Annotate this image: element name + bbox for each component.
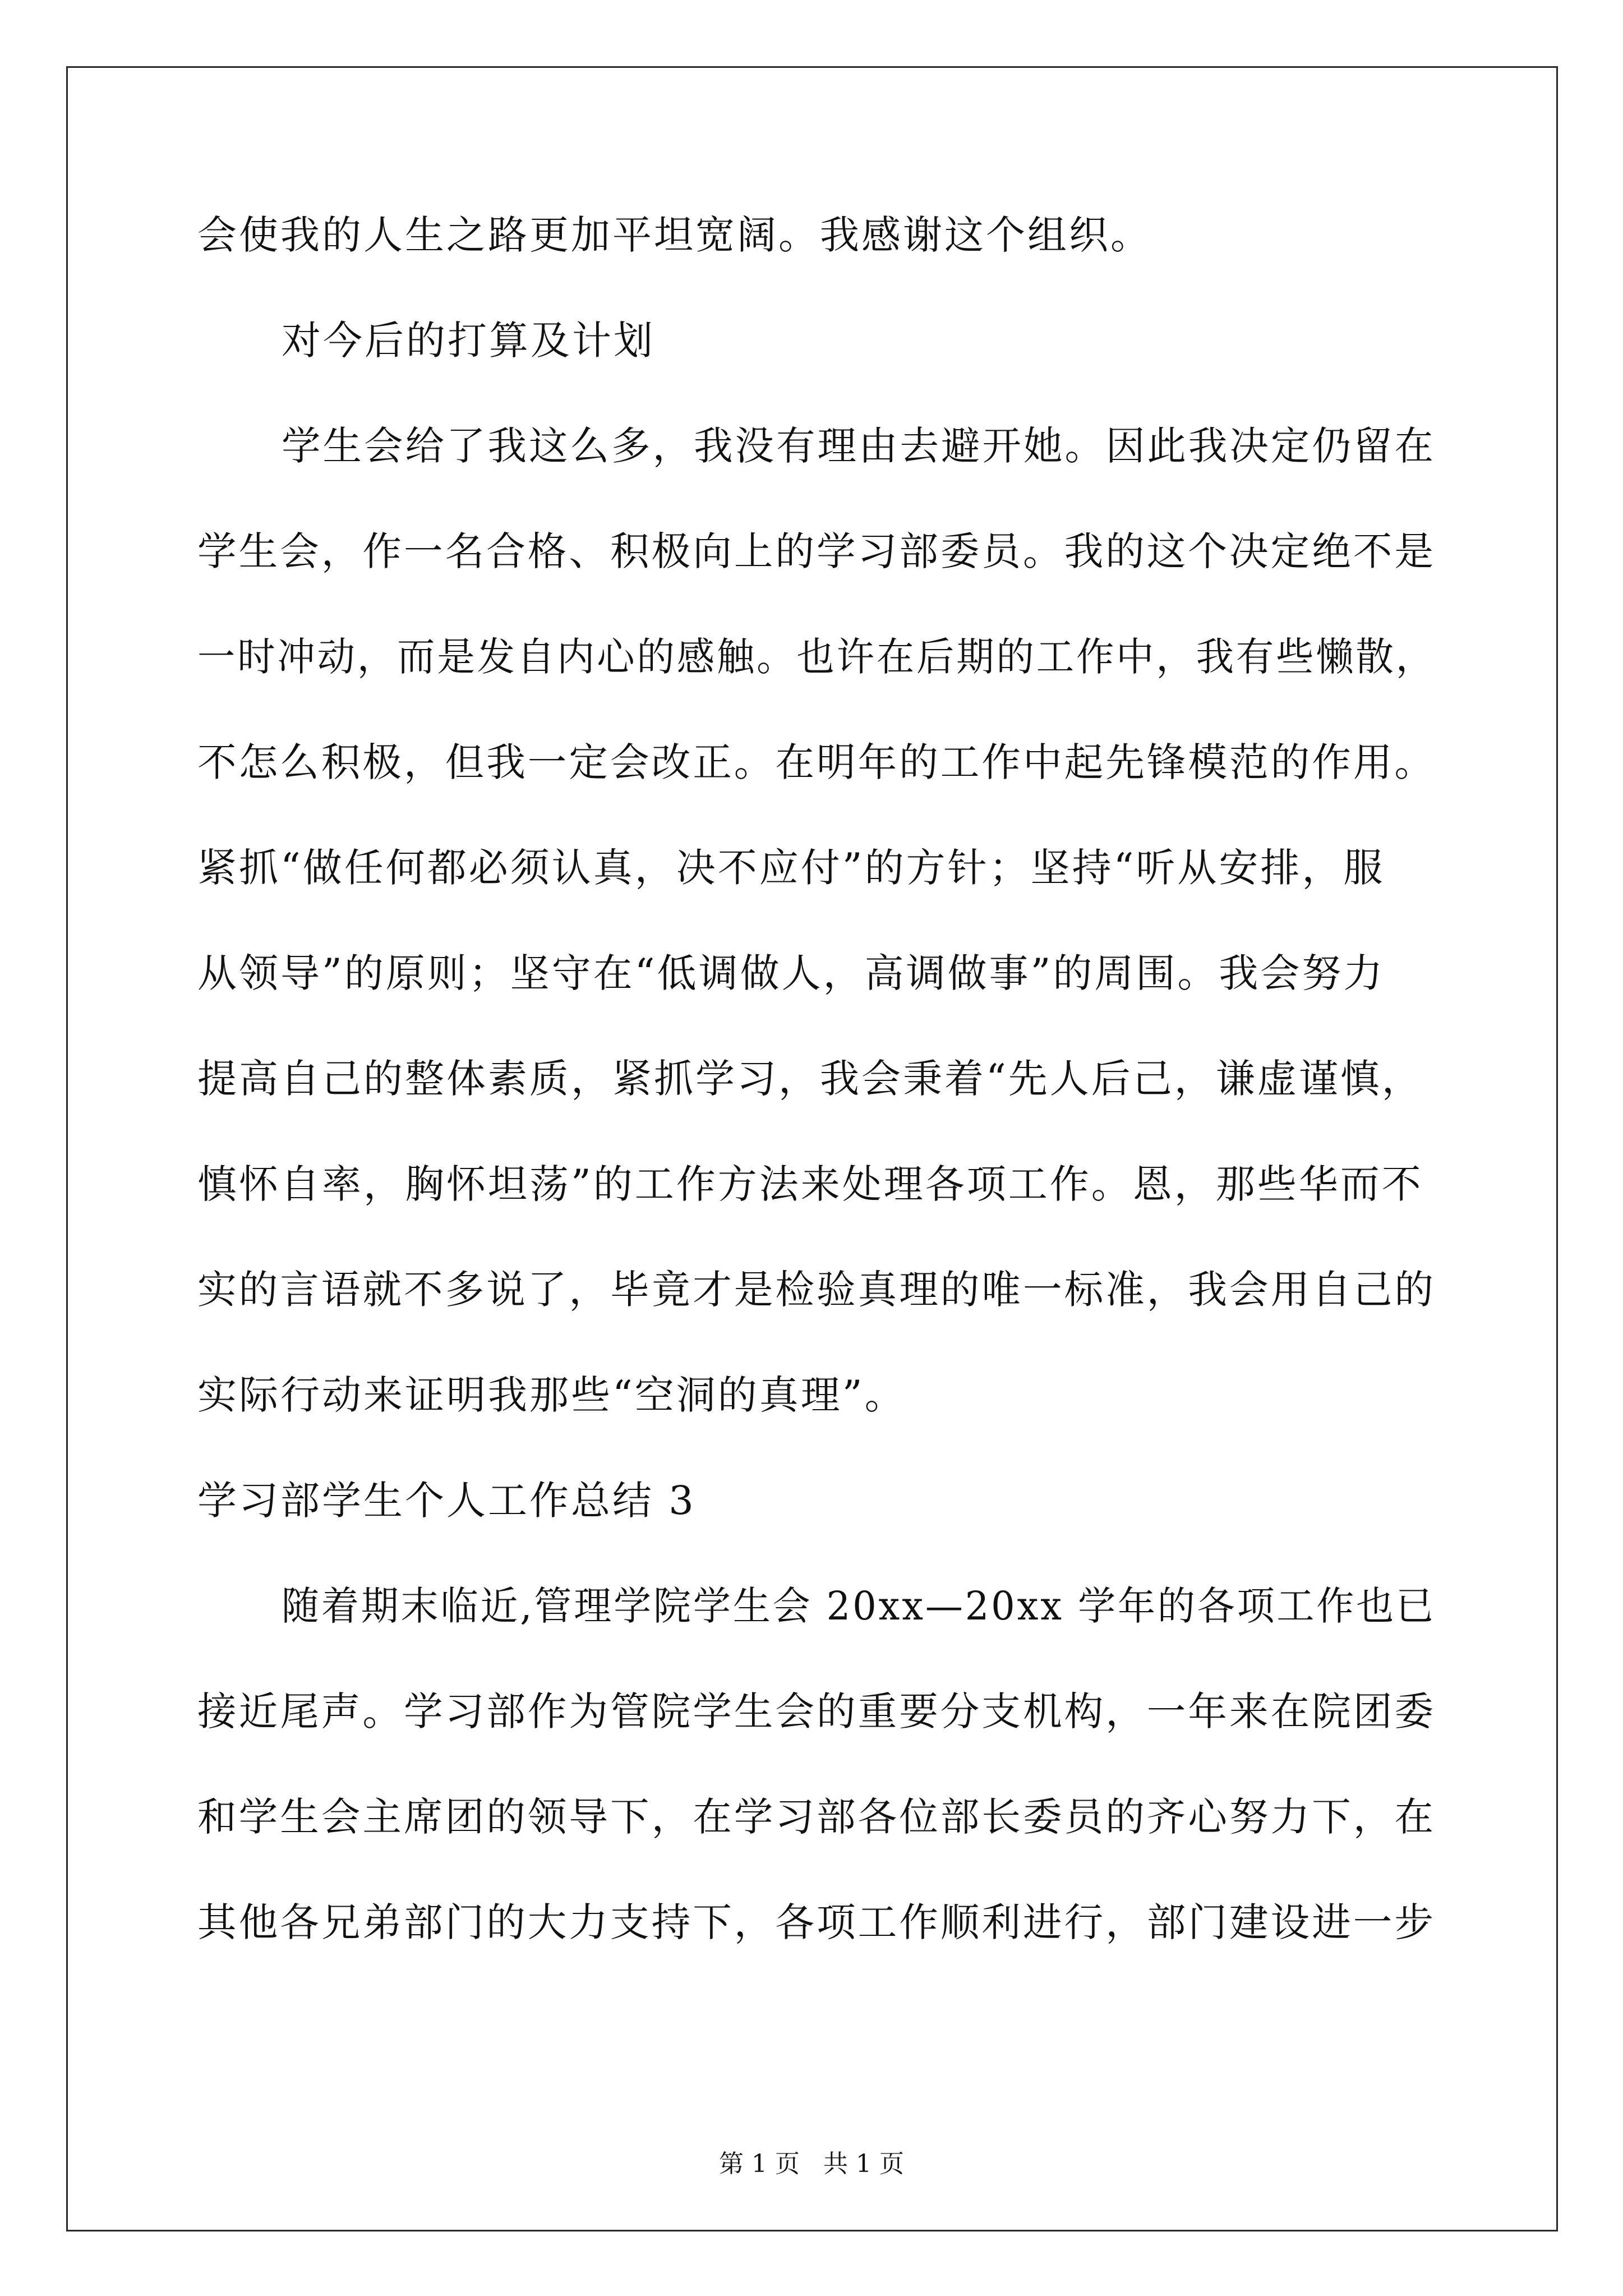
page-footer: 第 1 页 共 1 页 — [719, 2150, 904, 2178]
paragraph-line: 提高自己的整体素质，紧抓学习，我会秉着“先人后己，谦虚谨慎， — [197, 1056, 1423, 1102]
paragraph-line: 会使我的人生之路更加平坦宽阔。我感谢这个组织。 — [197, 212, 1152, 258]
paragraph-line: 学生会，作一名合格、积极向上的学习部委员。我的这个决定绝不是 — [197, 528, 1436, 574]
paragraph-line: 不怎么积极，但我一定会改正。在明年的工作中起先锋模范的作用。 — [197, 739, 1436, 785]
paragraph-line: 实际行动来证明我那些“空洞的真理”。 — [197, 1372, 906, 1418]
section-heading: 对今后的打算及计划 — [282, 318, 655, 364]
paragraph-line: 实的言语就不多说了，毕竟才是检验真理的唯一标准，我会用自己的 — [197, 1267, 1436, 1313]
paragraph-line: 慎怀自率，胸怀坦荡”的工作方法来处理各项工作。恩，那些华而不 — [197, 1161, 1423, 1207]
paragraph-line: 一时冲动，而是发自内心的感触。也许在后期的工作中，我有些懒散， — [197, 634, 1436, 680]
paragraph-line: 接近尾声。学习部作为管院学生会的重要分支机构，一年来在院团委 — [197, 1688, 1436, 1734]
section-title: 学习部学生个人工作总结 3 — [197, 1478, 696, 1524]
paragraph-line: 和学生会主席团的领导下，在学习部各位部长委员的齐心努力下，在 — [197, 1794, 1436, 1840]
paragraph-line: 学生会给了我这么多，我没有理由去避开她。因此我决定仍留在 — [282, 423, 1436, 469]
paragraph-line: 紧抓“做任何都必须认真，决不应付”的方针；坚持“听从安排，服 — [197, 845, 1385, 891]
paragraph-line: 其他各兄弟部门的大力支持下，各项工作顺利进行，部门建设进一步 — [197, 1899, 1436, 1945]
paragraph-line: 随着期末临近,管理学院学生会 20xx—20xx 学年的各项工作也已 — [282, 1583, 1436, 1629]
paragraph-line: 从领导”的原则；坚守在“低调做人，高调做事”的周围。我会努力 — [197, 950, 1385, 996]
